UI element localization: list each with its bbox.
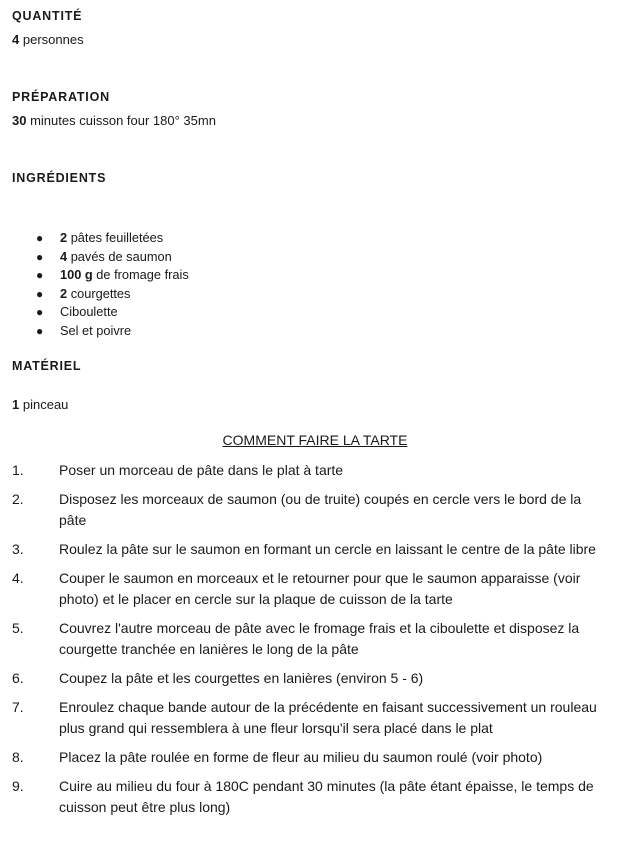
ingredient-item: ● 2 pâtes feuilletées [36,229,189,248]
quantite-unit: personnes [22,32,84,47]
quantite-line [12,32,84,47]
bullet-icon: ● [36,231,44,245]
ingredient-item: ● 100 g de fromage frais [36,266,189,285]
preparation-line [12,113,216,128]
materiel-value: 1 [12,397,20,412]
ingredients-list [36,229,189,341]
preparation-value: 30 [12,113,27,128]
quantite-heading: QUANTITÉ [12,9,83,23]
step-item: 7. Enroulez chaque bande autour de la précédente en faisant successivement un rouleau plus grand qui ressemblera à une fleur lorsqu'il sera placé dans le plat [12,699,597,736]
bullet-icon: ● [36,323,44,338]
step-item: 1. Poser un morceau de pâte dans le plat à tarte [12,462,344,478]
step-item: 6. Coupez la pâte et les courgettes en lanières (environ 5 - 6) [12,670,424,686]
quantite-value: 4 [12,32,20,47]
materiel-line [12,397,68,412]
step-item: 8. Placez la pâte roulée en forme de fleur au milieu du saumon roulé (voir photo) [12,749,543,765]
bullet-icon: ● [36,305,44,320]
step-item: 9. Cuire au milieu du four à 180C pendant 30 minutes (la pâte étant épaisse, le temps de cuisson peut être plus long) [12,778,594,815]
bullet-icon: ● [36,268,44,283]
preparation-heading: PRÉPARATION [12,90,110,104]
ingredient-item: ● 4 pavés de saumon [36,248,189,267]
ingredient-item: ● Sel et poivre [36,322,189,341]
bullet-icon: ● [36,286,44,301]
preparation-rest: minutes cuisson four 180° 35mn [30,113,216,128]
ingredient-item: ● Ciboulette [36,303,189,322]
howto-title: COMMENT FAIRE LA TARTE [222,432,408,448]
materiel-text: pinceau [22,397,69,412]
step-item: 2. Disposez les morceaux de saumon (ou de truite) coupés en cercle vers le bord de la pâte [12,491,582,528]
bullet-icon: ● [36,249,44,264]
step-item: 3. Roulez la pâte sur le saumon en formant un cercle en laissant le centre de la pâte libre [12,541,596,557]
ingredient-item: ● 2 courgettes [36,285,189,304]
ingredients-heading: INGRÉDIENTS [12,171,107,185]
steps-list [12,460,612,818]
step-item: 5. Couvrez l'autre morceau de pâte avec le fromage frais et la ciboulette et disposez la courgette tranchée en lanières le long de la pâte [12,620,580,657]
materiel-heading: MATÉRIEL [12,359,82,373]
step-item: 4. Couper le saumon en morceaux et le retourner pour que le saumon apparaisse (voir photo) et le placer en cercle sur la plaque de cuisson de la tarte [12,570,581,607]
